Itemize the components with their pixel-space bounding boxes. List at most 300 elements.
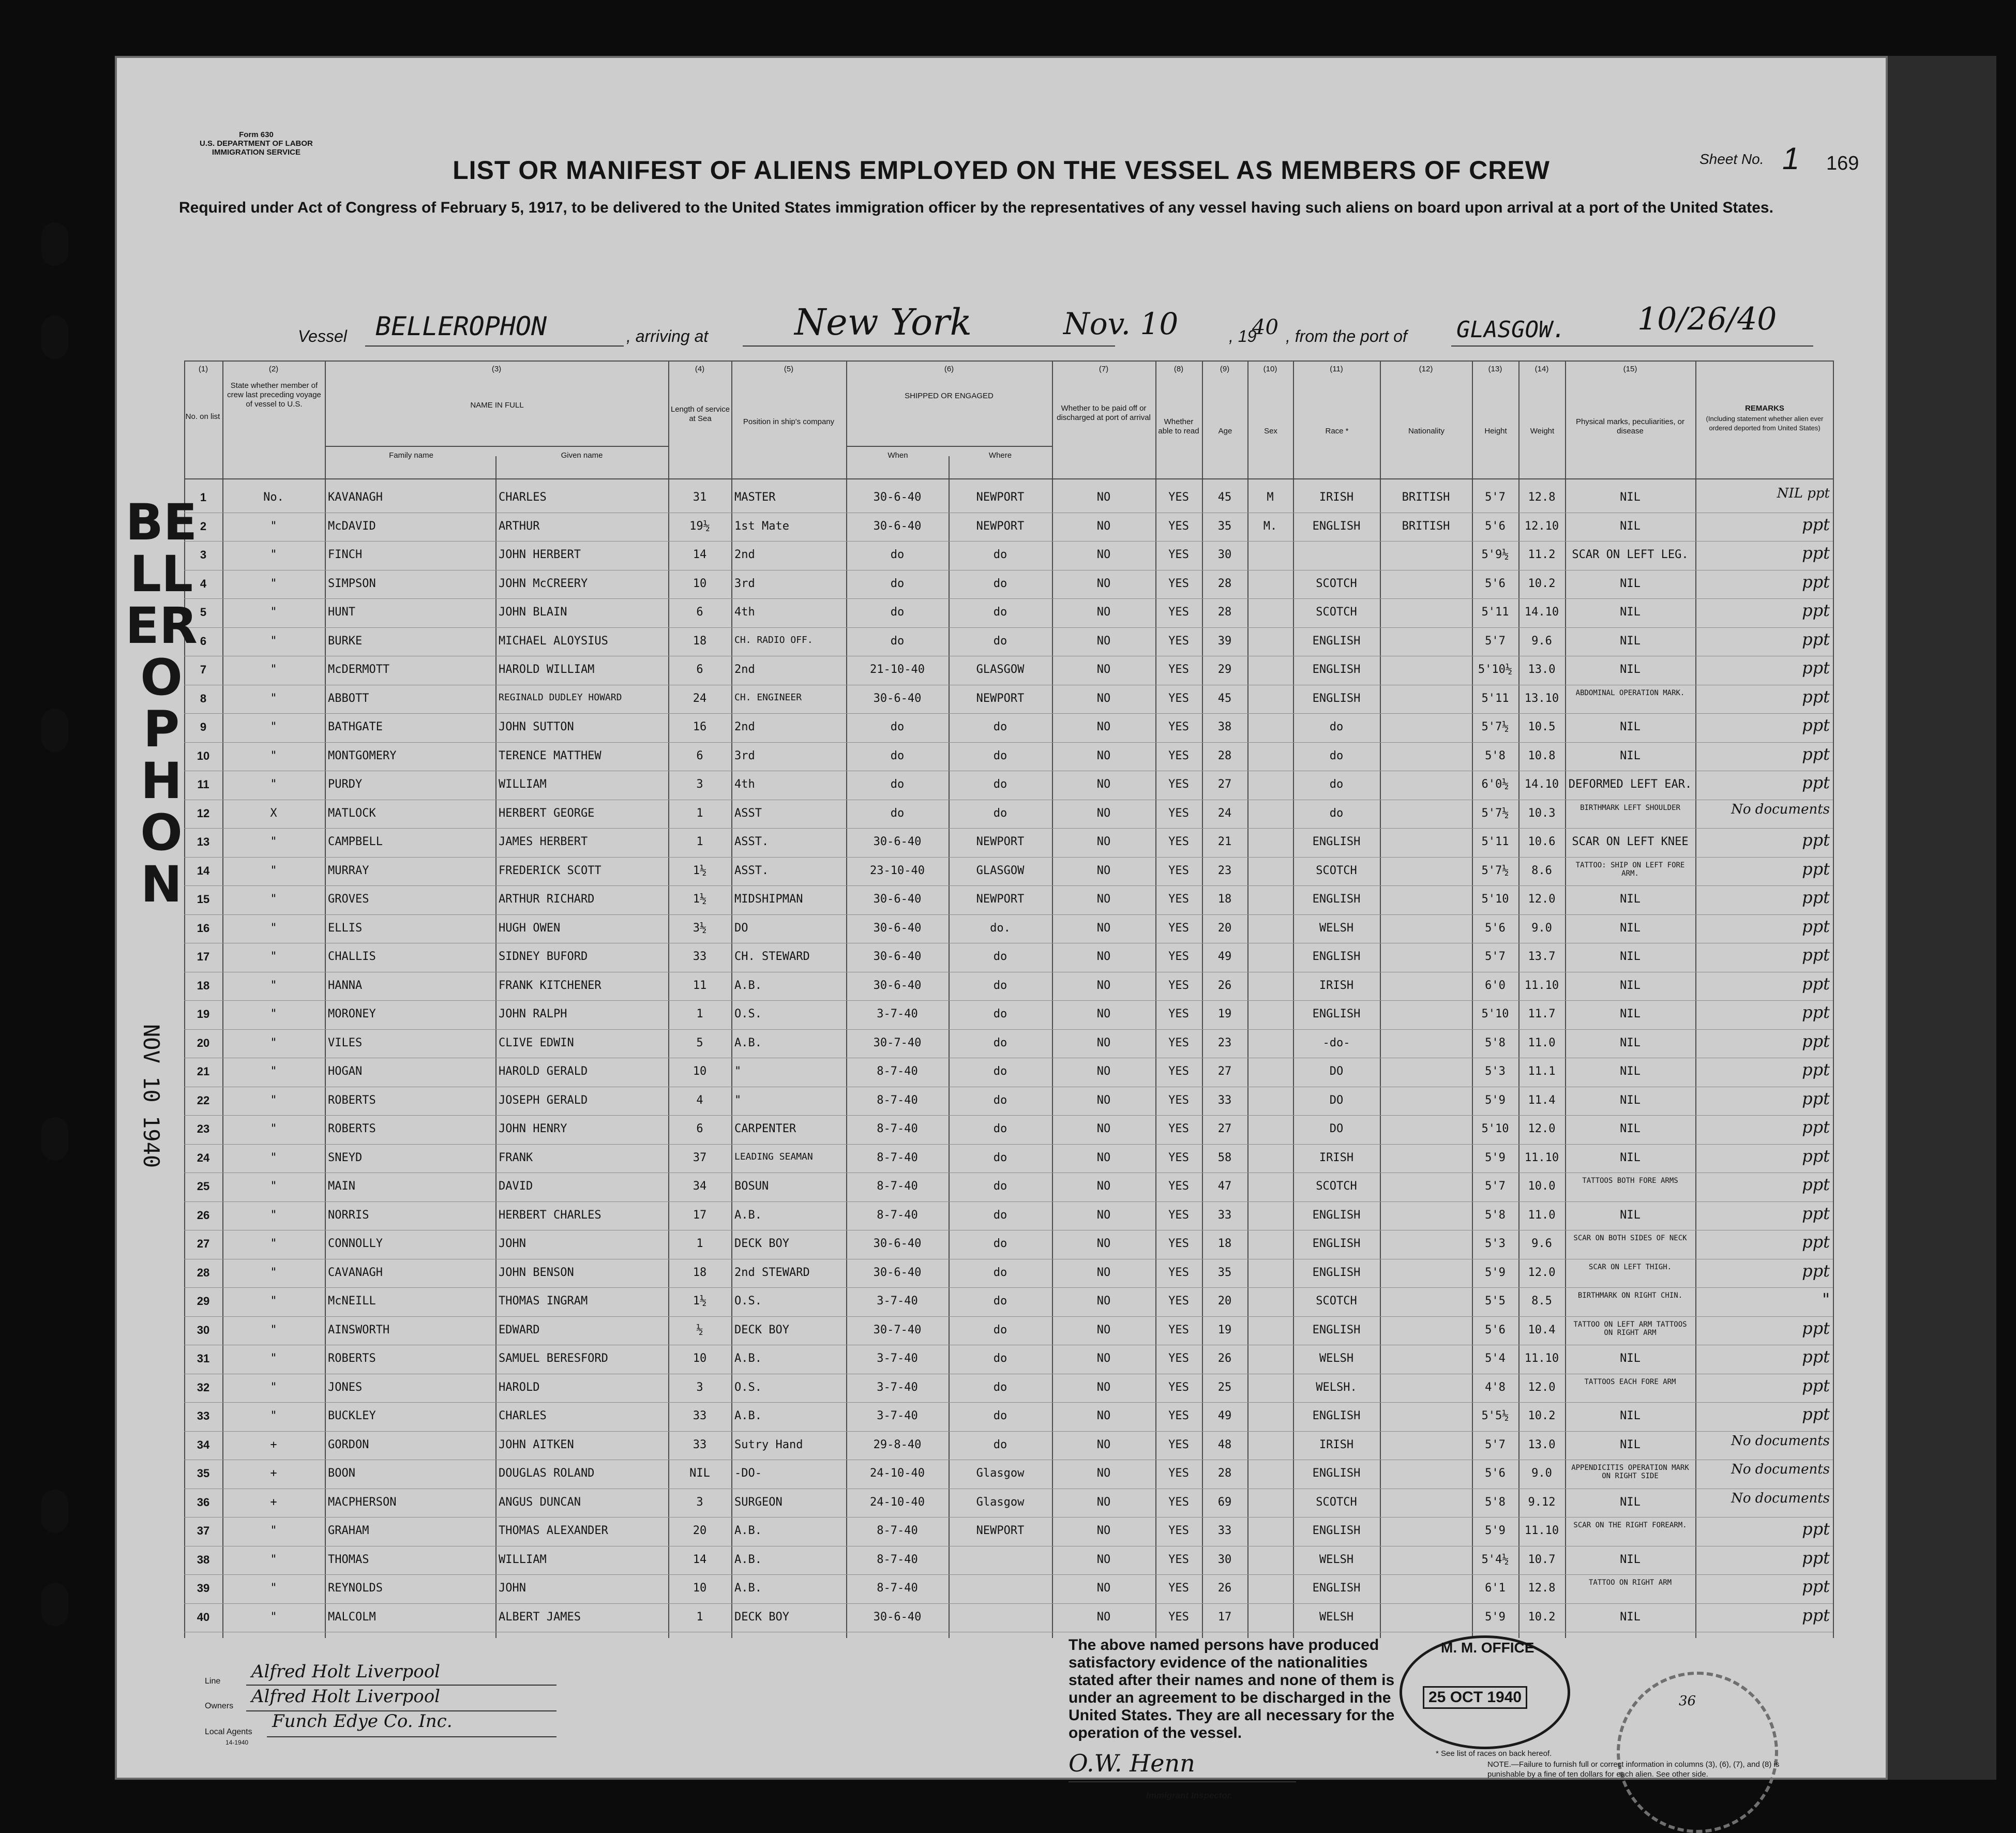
- cell-height: 5'6: [1485, 1467, 1506, 1480]
- cell-height: 5'6: [1485, 921, 1506, 935]
- cell-age: 23: [1217, 864, 1232, 877]
- row-number: 13: [197, 835, 210, 848]
- cell-height: 5'7: [1485, 634, 1506, 648]
- cell-paid-off: NO: [1096, 1093, 1111, 1107]
- binder-hole: [41, 1490, 68, 1533]
- arriving-label: , arriving at: [626, 327, 709, 345]
- nationality-statement: The above named persons have produced satisfactory evidence of the nationalities stated after their names and none of them is under an agreement to be discharged in the United States. They are all necessary for the operation of the vessel.: [1069, 1636, 1395, 1741]
- cell-state: ": [270, 1208, 277, 1222]
- cell-paid-off: NO: [1096, 806, 1111, 820]
- row-number: 24: [197, 1151, 210, 1164]
- cell-given-name: THOMAS ALEXANDER: [499, 1524, 608, 1537]
- from-port: GLASGOW.: [1456, 317, 1566, 343]
- cell-height: 5'10½: [1478, 663, 1513, 676]
- cell-state: ": [270, 1524, 277, 1537]
- cell-physical-marks: NIL: [1620, 519, 1641, 533]
- cell-remarks: ppt: [1802, 1375, 1830, 1395]
- cell-where: do: [993, 1237, 1007, 1250]
- cell-weight: 12.0: [1528, 1122, 1556, 1135]
- cell-height: 5'11: [1481, 692, 1509, 705]
- column-number: (3): [491, 365, 502, 373]
- cell-position: 4th: [734, 606, 755, 619]
- cell-when: 8-7-40: [877, 1180, 918, 1193]
- cell-age: 45: [1217, 491, 1232, 504]
- cell-remarks: ppt: [1802, 773, 1830, 792]
- cell-length-of-service: 10: [693, 577, 707, 590]
- row-rule: [184, 713, 1833, 714]
- form-number: Form 630: [239, 130, 274, 139]
- cell-family-name: CAMPBELL: [328, 835, 383, 848]
- cell-state: ": [270, 519, 277, 533]
- column-rule: [1293, 360, 1294, 1638]
- cell-height: 5'7: [1485, 1180, 1506, 1193]
- cell-where: NEWPORT: [976, 1524, 1025, 1537]
- cell-race: WELSH.: [1316, 1380, 1357, 1394]
- cell-given-name: JOHN RALPH: [499, 1008, 567, 1020]
- cell-position: MIDSHIPMAN: [734, 893, 803, 906]
- cell-race: -do-: [1322, 1036, 1350, 1049]
- cell-physical-marks: APPENDICITIS OPERATION MARK ON RIGHT SIDE: [1571, 1464, 1689, 1480]
- cell-height: 4'8: [1485, 1380, 1506, 1394]
- cell-height: 5'7½: [1481, 864, 1509, 877]
- cell-position: ": [734, 1093, 742, 1107]
- binder-hole: [41, 315, 68, 359]
- cell-length-of-service: 24: [693, 692, 707, 705]
- header-nationality: Nationality: [1408, 427, 1445, 435]
- column-number: (2): [268, 365, 279, 373]
- cell-length-of-service: 6: [696, 1122, 703, 1135]
- cell-weight: 9.12: [1528, 1495, 1556, 1509]
- cell-height: 5'3: [1485, 1065, 1506, 1078]
- cell-family-name: ELLIS: [328, 921, 363, 935]
- cell-weight: 12.0: [1528, 893, 1556, 906]
- cell-age: 20: [1217, 921, 1232, 935]
- cell-when: 30-6-40: [873, 692, 922, 705]
- cell-state: ": [270, 1122, 277, 1135]
- cell-race: do: [1329, 720, 1344, 733]
- cell-length-of-service: 1½: [693, 893, 707, 906]
- cell-remarks: ppt: [1802, 1175, 1830, 1194]
- cell-height: 5'7: [1485, 491, 1506, 504]
- column-rule: [1833, 360, 1834, 1638]
- cell-race: DO: [1329, 1093, 1344, 1107]
- cell-age: 33: [1217, 1524, 1232, 1537]
- cell-able-to-read: YES: [1168, 1467, 1189, 1480]
- cell-where: do: [993, 1438, 1007, 1451]
- cell-height: 5'7: [1485, 950, 1506, 963]
- cell-nationality: BRITISH: [1402, 519, 1450, 533]
- row-number: 34: [197, 1438, 210, 1451]
- cell-race: ENGLISH: [1312, 634, 1361, 648]
- cell-state: ": [270, 749, 277, 762]
- cell-paid-off: NO: [1096, 749, 1111, 762]
- cell-weight: 9.0: [1531, 1467, 1552, 1480]
- column-rule: [1247, 360, 1248, 1638]
- cell-remarks: ppt: [1802, 1547, 1830, 1568]
- cell-able-to-read: YES: [1168, 749, 1189, 762]
- cell-given-name: JOHN: [499, 1237, 526, 1250]
- sheet-number-label: Sheet No.: [1699, 151, 1764, 167]
- cell-height: 5'10: [1481, 1122, 1509, 1135]
- cell-position: O.S.: [734, 1008, 762, 1020]
- cell-when: 30-6-40: [873, 519, 922, 533]
- cell-weight: 11.0: [1528, 1036, 1556, 1049]
- header-no-on-list: No. on list: [185, 412, 220, 421]
- cell-remarks: ppt: [1802, 888, 1830, 907]
- cell-family-name: BUCKLEY: [328, 1409, 376, 1422]
- cell-given-name: SIDNEY BUFORD: [499, 950, 588, 963]
- cell-remarks: ppt: [1802, 686, 1830, 707]
- cell-able-to-read: YES: [1168, 1065, 1189, 1078]
- cell-able-to-read: YES: [1168, 1438, 1189, 1451]
- cell-length-of-service: 6: [696, 663, 703, 676]
- row-rule: [184, 1574, 1833, 1575]
- cell-height: 5'8: [1485, 1495, 1506, 1509]
- header-given-name: Given name: [561, 451, 603, 460]
- cell-where: do: [993, 778, 1007, 791]
- cell-race: ENGLISH: [1312, 1409, 1361, 1422]
- cell-when: 21-10-40: [870, 663, 925, 676]
- cell-state: +: [270, 1467, 277, 1480]
- cell-when: 29-8-40: [873, 1438, 922, 1451]
- cell-given-name: CLIVE EDWIN: [499, 1036, 574, 1049]
- cell-position: 2nd STEWARD: [734, 1266, 810, 1279]
- cell-position: LEADING SEAMAN: [734, 1151, 813, 1162]
- cell-able-to-read: YES: [1168, 1266, 1189, 1279]
- cell-given-name: HAROLD WILLIAM: [499, 663, 595, 676]
- cell-able-to-read: YES: [1168, 519, 1189, 533]
- row-rule: [184, 885, 1833, 886]
- cell-length-of-service: NIL: [689, 1467, 710, 1480]
- cell-race: IRISH: [1319, 1438, 1354, 1451]
- row-number: 17: [197, 950, 210, 963]
- cell-family-name: PURDY: [328, 778, 363, 791]
- cell-where: NEWPORT: [976, 893, 1025, 906]
- cell-able-to-read: YES: [1168, 1295, 1189, 1308]
- cell-given-name: JOHN HERBERT: [499, 548, 581, 561]
- cell-position: MASTER: [734, 491, 776, 504]
- cell-age: 35: [1217, 1266, 1232, 1279]
- vessel-underline: [365, 345, 624, 347]
- cell-state: ": [270, 1409, 277, 1422]
- cell-weight: 10.0: [1528, 1180, 1556, 1193]
- cell-weight: 10.2: [1528, 1610, 1556, 1624]
- cell-family-name: MURRAY: [328, 864, 369, 877]
- cell-position: O.S.: [734, 1380, 762, 1394]
- cell-position: -DO-: [734, 1467, 762, 1480]
- cell-race: ENGLISH: [1312, 1008, 1361, 1020]
- cell-weight: 10.8: [1528, 749, 1556, 762]
- cell-length-of-service: 33: [693, 1438, 707, 1451]
- cell-physical-marks: BIRTHMARK LEFT SHOULDER: [1580, 803, 1680, 812]
- row-number: 12: [197, 806, 210, 820]
- cell-remarks: ppt: [1802, 859, 1830, 879]
- cell-race: ENGLISH: [1312, 893, 1361, 906]
- column-rule: [731, 360, 732, 1638]
- cell-race: WELSH: [1319, 921, 1354, 935]
- cell-weight: 10.4: [1528, 1323, 1556, 1336]
- cell-when: 30-6-40: [873, 1610, 922, 1624]
- cell-able-to-read: YES: [1168, 1237, 1189, 1250]
- cell-race: IRISH: [1319, 491, 1354, 504]
- cell-position: DECK BOY: [734, 1323, 789, 1336]
- row-number: 9: [200, 720, 207, 733]
- cell-state: ": [270, 835, 277, 848]
- cell-when: do: [890, 577, 905, 590]
- cell-paid-off: NO: [1096, 893, 1111, 906]
- cell-state: ": [270, 1237, 277, 1250]
- cell-weight: 11.10: [1524, 1151, 1559, 1164]
- owners-value: Alfred Holt Liverpool: [251, 1686, 441, 1707]
- cell-paid-off: NO: [1096, 1323, 1111, 1336]
- cell-given-name: CHARLES: [499, 491, 547, 504]
- cell-when: 30-6-40: [873, 893, 922, 906]
- cell-where: do: [993, 548, 1007, 561]
- row-rule: [184, 1603, 1833, 1604]
- cell-position: A.B.: [734, 1524, 762, 1537]
- cell-race: ENGLISH: [1312, 1582, 1361, 1595]
- column-rule: [1695, 360, 1696, 1638]
- cell-family-name: GRAHAM: [328, 1524, 369, 1537]
- cell-where: Glasgow: [976, 1467, 1025, 1480]
- cell-physical-marks: NIL: [1620, 749, 1641, 762]
- cell-age: 48: [1217, 1438, 1232, 1451]
- column-rule: [1052, 360, 1053, 1638]
- cell-height: 5'9: [1485, 1151, 1506, 1164]
- cell-age: 28: [1217, 577, 1232, 590]
- cell-age: 45: [1217, 692, 1232, 705]
- header-height: Height: [1484, 427, 1507, 435]
- cell-paid-off: NO: [1096, 548, 1111, 561]
- row-number: 33: [197, 1409, 210, 1422]
- cell-position: A.B.: [734, 1036, 762, 1049]
- cell-family-name: HUNT: [328, 606, 355, 619]
- cell-physical-marks: NIL: [1620, 1438, 1641, 1451]
- signature-underline: [1069, 1781, 1296, 1782]
- column-rule: [1380, 360, 1381, 1638]
- cell-position: A.B.: [734, 1208, 762, 1222]
- cell-physical-marks: NIL: [1620, 491, 1641, 504]
- cell-paid-off: NO: [1096, 1266, 1111, 1279]
- cell-family-name: MONTGOMERY: [328, 749, 397, 762]
- office-stamp-date: 25 OCT 1940: [1423, 1686, 1527, 1709]
- row-rule: [184, 742, 1833, 743]
- header-physical-marks: Physical marks, peculiarities, or disease: [1575, 417, 1685, 435]
- cell-when: 8-7-40: [877, 1582, 918, 1595]
- cell-where: do: [993, 806, 1007, 820]
- cell-position: DO: [734, 921, 748, 935]
- column-rule: [846, 360, 847, 1638]
- cell-age: 21: [1217, 835, 1232, 848]
- cell-race: SCOTCH: [1316, 577, 1357, 590]
- cell-race: ENGLISH: [1312, 1323, 1361, 1336]
- cell-age: 25: [1217, 1380, 1232, 1394]
- cell-remarks: No documents: [1731, 1490, 1830, 1506]
- row-number: 30: [197, 1323, 210, 1336]
- cell-age: 24: [1217, 806, 1232, 820]
- cell-weight: 10.5: [1528, 720, 1556, 733]
- cell-position: CH. STEWARD: [734, 950, 810, 963]
- cell-race: SCOTCH: [1316, 1180, 1357, 1193]
- header-name-in-full: NAME IN FULL: [470, 401, 524, 410]
- cell-state: No.: [263, 491, 284, 504]
- cell-when: 30-6-40: [873, 1237, 922, 1250]
- cell-where: do: [993, 634, 1007, 648]
- column-number: (6): [944, 365, 954, 373]
- header-family-name: Family name: [389, 451, 433, 460]
- column-number: (7): [1099, 365, 1109, 373]
- column-rule: [1202, 360, 1203, 1638]
- row-number: 2: [200, 519, 207, 533]
- cell-given-name: FREDERICK SCOTT: [499, 864, 601, 877]
- row-number: 37: [197, 1524, 210, 1537]
- cell-race: do: [1329, 749, 1344, 762]
- cell-paid-off: NO: [1096, 778, 1111, 791]
- cell-remarks: ppt: [1802, 1576, 1830, 1596]
- cell-position: CARPENTER: [734, 1122, 796, 1135]
- cell-where: do: [993, 1093, 1007, 1107]
- cell-given-name: TERENCE MATTHEW: [499, 749, 601, 762]
- cell-state: ": [270, 1610, 277, 1624]
- cell-physical-marks: NIL: [1620, 1352, 1641, 1365]
- cell-paid-off: NO: [1096, 979, 1111, 992]
- cell-physical-marks: NIL: [1620, 1122, 1641, 1135]
- cell-physical-marks: TATTOOS EACH FORE ARM: [1584, 1377, 1676, 1386]
- row-number: 5: [200, 606, 207, 619]
- cell-state: ": [270, 1295, 277, 1308]
- cell-physical-marks: SCAR ON LEFT THIGH.: [1588, 1263, 1672, 1271]
- cell-length-of-service: 10: [693, 1582, 707, 1595]
- row-number: 7: [200, 663, 207, 676]
- cell-paid-off: NO: [1096, 1553, 1111, 1566]
- cell-able-to-read: YES: [1168, 1036, 1189, 1049]
- cell-race: DO: [1329, 1065, 1344, 1078]
- column-number: (9): [1220, 365, 1230, 373]
- cell-physical-marks: NIL: [1620, 720, 1641, 733]
- cell-state: ": [270, 950, 277, 963]
- cell-physical-marks: NIL: [1620, 606, 1641, 619]
- cell-able-to-read: YES: [1168, 1495, 1189, 1509]
- cell-weight: 13.0: [1528, 1438, 1556, 1451]
- cell-physical-marks: SCAR ON LEFT LEG.: [1572, 548, 1689, 561]
- cell-when: 8-7-40: [877, 1553, 918, 1566]
- manifest-subtitle: Required under Act of Congress of February 5, 1917, to be delivered to the United States immigration officer by the representatives of any vessel having such aliens on board upon arrival at a port of the United States.: [179, 199, 1773, 216]
- cell-remarks: ppt: [1802, 1031, 1830, 1051]
- cell-height: 6'0: [1485, 979, 1506, 992]
- cell-given-name: JOHN BENSON: [499, 1266, 574, 1279]
- cell-physical-marks: NIL: [1620, 1151, 1641, 1164]
- embossed-seal: [1617, 1672, 1778, 1833]
- cell-paid-off: NO: [1096, 1065, 1111, 1078]
- cell-height: 6'1: [1485, 1582, 1506, 1595]
- cell-family-name: GORDON: [328, 1438, 369, 1451]
- cell-when: 8-7-40: [877, 1151, 918, 1164]
- office-stamp-text: M. M. OFFICE: [1441, 1640, 1534, 1656]
- crew-table: [184, 360, 1833, 1648]
- cell-paid-off: NO: [1096, 1295, 1111, 1308]
- cell-where: do: [993, 1065, 1007, 1078]
- agents-value: Funch Edye Co. Inc.: [272, 1711, 453, 1732]
- cell-given-name: JAMES HERBERT: [499, 835, 588, 848]
- cell-when: 8-7-40: [877, 1122, 918, 1135]
- cell-height: 5'9½: [1481, 548, 1509, 561]
- table-header-rule: [184, 478, 1833, 479]
- cell-weight: 10.2: [1528, 1409, 1556, 1422]
- cell-able-to-read: YES: [1168, 1352, 1189, 1365]
- cell-remarks: ppt: [1802, 572, 1830, 592]
- cell-length-of-service: 1: [696, 806, 703, 820]
- cell-paid-off: NO: [1096, 634, 1111, 648]
- cell-height: 5'8: [1485, 749, 1506, 762]
- cell-when: 8-7-40: [877, 1524, 918, 1537]
- form-code: 14-1940: [225, 1739, 249, 1746]
- cell-length-of-service: 37: [693, 1151, 707, 1164]
- cell-where: do: [993, 979, 1007, 992]
- column-number: (1): [198, 365, 208, 373]
- column-number: (4): [695, 365, 705, 373]
- cell-height: 5'3: [1485, 1237, 1506, 1250]
- cell-remarks: ppt: [1802, 1347, 1830, 1366]
- cell-where: do: [993, 1295, 1007, 1308]
- cell-when: 30-6-40: [873, 491, 922, 504]
- cell-given-name: DAVID: [499, 1180, 533, 1193]
- column-number: (15): [1623, 365, 1637, 373]
- cell-when: 30-6-40: [873, 1266, 922, 1279]
- cell-race: ENGLISH: [1312, 1524, 1361, 1537]
- cell-physical-marks: SCAR ON LEFT KNEE: [1572, 835, 1689, 848]
- row-rule: [184, 857, 1833, 858]
- cell-given-name: ARTHUR: [499, 519, 540, 533]
- cell-state: ": [270, 1582, 277, 1595]
- cell-length-of-service: 1: [696, 1237, 703, 1250]
- cell-state: ": [270, 1553, 277, 1566]
- binder-hole: [41, 709, 68, 752]
- cell-race: WELSH: [1319, 1553, 1354, 1566]
- cell-when: 8-7-40: [877, 1093, 918, 1107]
- cell-age: 58: [1217, 1151, 1232, 1164]
- row-number: 32: [197, 1380, 210, 1394]
- cell-paid-off: NO: [1096, 835, 1111, 848]
- cell-physical-marks: NIL: [1620, 921, 1641, 935]
- cell-when: 30-6-40: [873, 950, 922, 963]
- cell-family-name: MALCOLM: [328, 1610, 376, 1624]
- cell-remarks: ppt: [1802, 1088, 1830, 1108]
- cell-family-name: CONNOLLY: [328, 1237, 383, 1250]
- cell-remarks: ppt: [1802, 658, 1830, 678]
- cell-race: DO: [1329, 1122, 1344, 1135]
- cell-length-of-service: 6: [696, 749, 703, 762]
- cell-given-name: THOMAS INGRAM: [499, 1295, 588, 1308]
- cell-age: 18: [1217, 1237, 1232, 1250]
- cell-length-of-service: 19½: [689, 519, 710, 533]
- cell-family-name: CHALLIS: [328, 950, 376, 963]
- from-port-underline: [1451, 345, 1813, 347]
- cell-race: ENGLISH: [1312, 1266, 1361, 1279]
- cell-able-to-read: YES: [1168, 1409, 1189, 1422]
- cell-paid-off: NO: [1096, 692, 1111, 705]
- cell-where: GLASGOW: [976, 663, 1025, 676]
- cell-physical-marks: NIL: [1620, 1495, 1641, 1509]
- cell-given-name: JOHN: [499, 1582, 526, 1595]
- arrival-date: Nov. 10: [1063, 306, 1179, 341]
- cell-paid-off: NO: [1096, 1352, 1111, 1365]
- row-rule: [184, 828, 1833, 829]
- row-number: 19: [197, 1008, 210, 1020]
- cell-remarks: ppt: [1802, 629, 1830, 649]
- cell-state: ": [270, 1380, 277, 1394]
- cell-weight: 11.0: [1528, 1208, 1556, 1222]
- cell-length-of-service: 14: [693, 1553, 707, 1566]
